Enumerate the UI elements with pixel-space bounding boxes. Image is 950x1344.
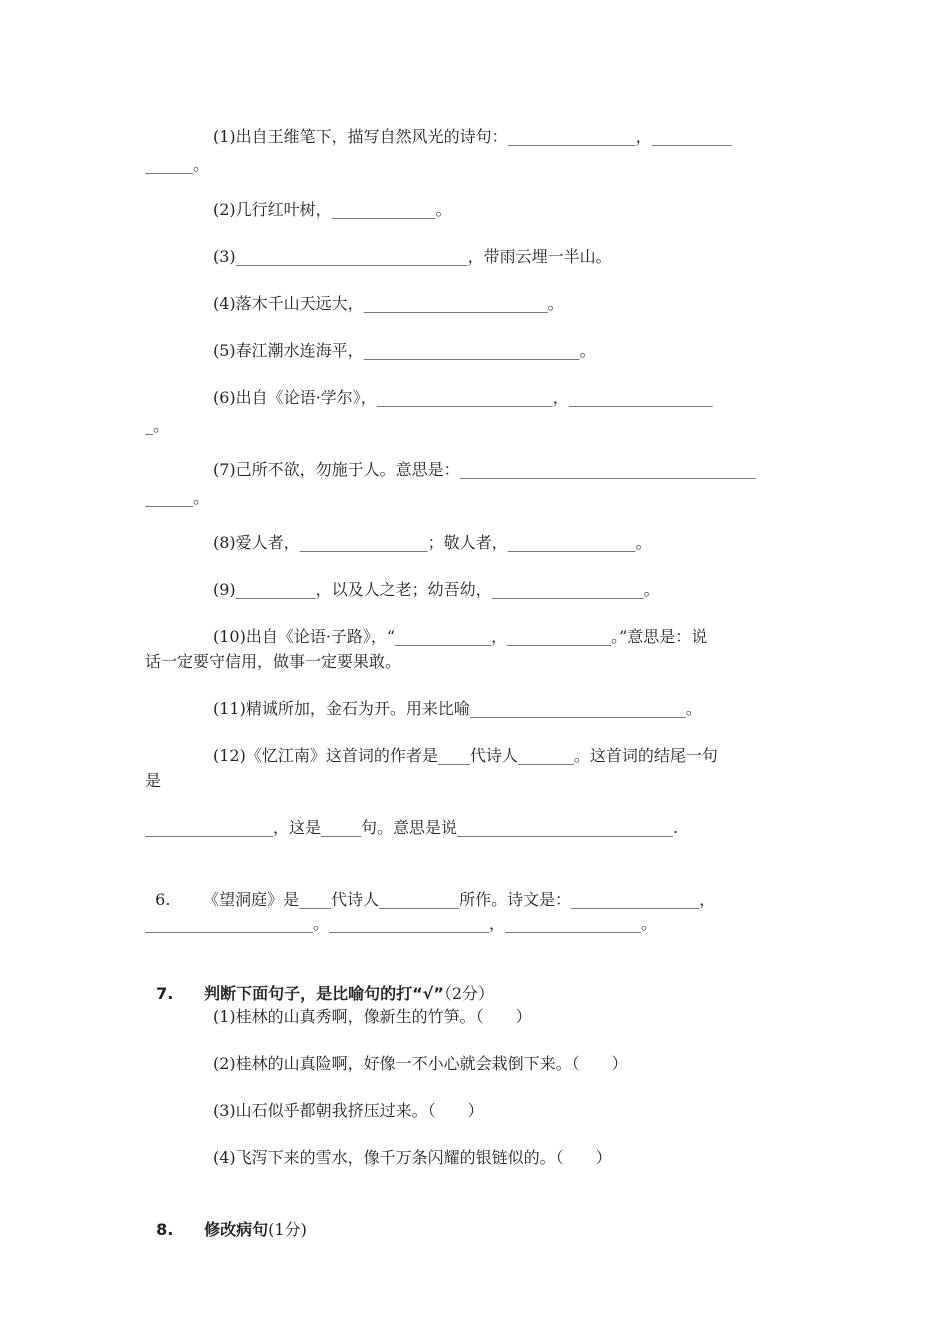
q5-item10-line1: (10)出自《论语·子路》，“____________，_____________。”意思是：说 [213, 627, 708, 646]
q5-item7-line2: ______。 [145, 488, 210, 507]
question-8-score: (1分) [268, 1220, 307, 1239]
question-7-title: 判断下面句子，是比喻句的打“√” [204, 984, 444, 1003]
q5-item12-line2: 是 [145, 771, 162, 790]
q5-item4: (4)落木千山天远大，_______________________。 [213, 294, 564, 313]
question-8-heading [145, 1194, 307, 1242]
q5-item1-line2: ______。 [145, 155, 210, 174]
question-7-heading [145, 958, 494, 1006]
question-7-number: 7. [156, 984, 174, 1003]
question-8-number: 8. [156, 1220, 174, 1239]
q5-item12-line1: (12)《忆江南》这首词的作者是____代诗人_______。这首词的结尾一句 [213, 746, 718, 765]
question-6-line2: _____________________。____________________，_________________。 [145, 914, 658, 933]
question-6-line1 [145, 864, 715, 912]
question-6-number: 6. [155, 890, 171, 909]
q5-item9: (9)__________，以及人之老；幼吾幼，___________________。 [213, 580, 660, 599]
q5-item8: (8)爱人者，________________；敬人者，________________。 [213, 533, 652, 552]
q5-item10-line2: 话一定要守信用，做事一定要果敢。 [145, 652, 402, 671]
q5-item6-line2: _。 [145, 416, 170, 435]
q5-item3: (3)_____________________________，带雨云埋一半山。 [213, 247, 612, 266]
q5-item5: (5)春江潮水连海平，___________________________。 [213, 341, 596, 360]
q7-item2: (2)桂林的山真险啊，好像一不小心就会栽倒下来。（ ） [213, 1054, 628, 1073]
q5-item1-line1: (1)出自王维笔下，描写自然风光的诗句：________________，__________ [213, 127, 732, 146]
q5-item11: (11)精诚所加，金石为开。用来比喻___________________________。 [213, 699, 702, 718]
q7-item4: (4)飞泻下来的雪水，像千万条闪耀的银链似的。（ ） [213, 1148, 612, 1167]
question-8-title: 修改病句 [204, 1220, 269, 1239]
q5-item7-line1: (7)己所不欲，勿施于人。意思是：_____________________________________ [213, 460, 756, 479]
q7-item1: (1)桂林的山真秀啊，像新生的竹笋。（ ） [213, 1007, 532, 1026]
q5-item2: (2)几行红叶树，_____________。 [213, 200, 452, 219]
question-6-text: 《望洞庭》是____代诗人__________所作。诗文是：________________， [203, 890, 716, 909]
question-7-score: （2分） [443, 984, 495, 1003]
q5-item12-line3: ________________，这是_____句。意思是说___________________________. [145, 818, 679, 837]
q7-item3: (3)山石似乎都朝我挤压过来。（ ） [213, 1101, 484, 1120]
q5-item6-line1: (6)出自《论语·学尔》，______________________，__________________ [213, 388, 713, 407]
